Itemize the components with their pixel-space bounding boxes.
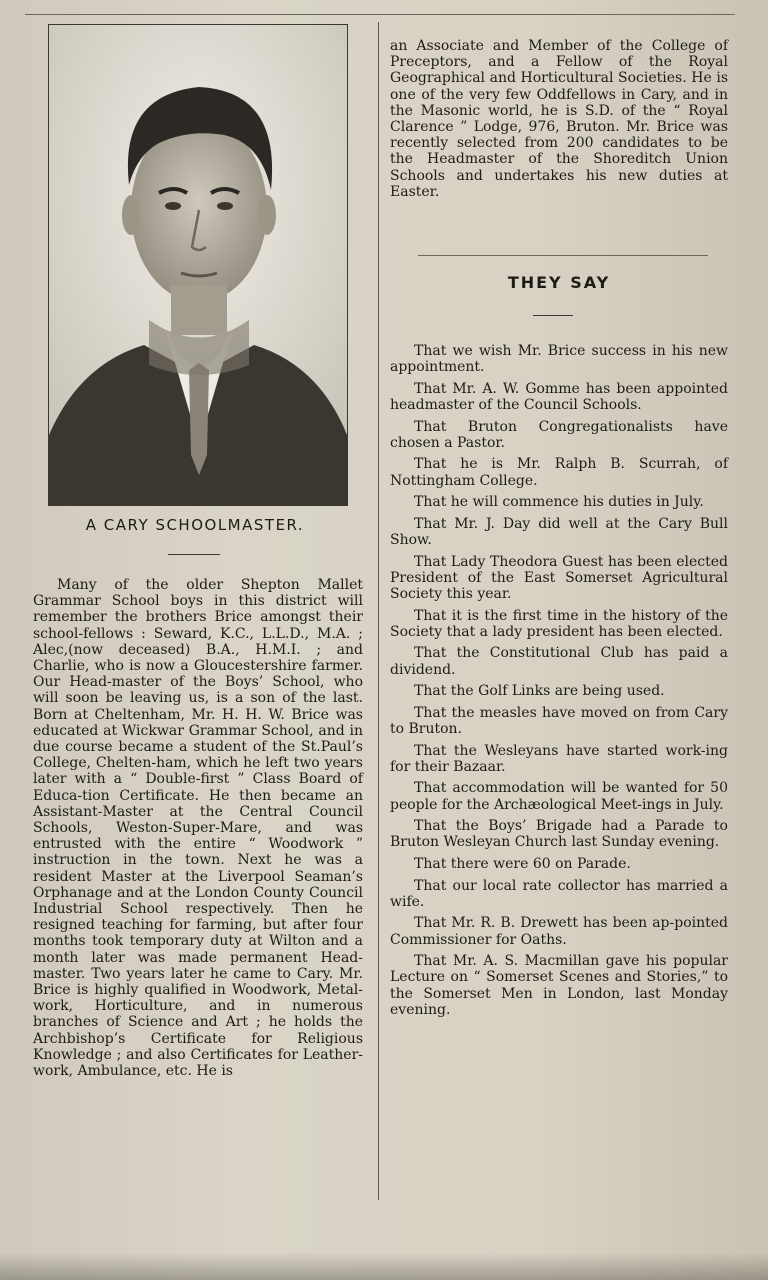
left-column [33, 577, 363, 1079]
saying-item: That he is Mr. Ralph B. Scurrah, of Nottingham College. [390, 456, 728, 489]
continuation-paragraph: an Associate and Member of the College of Preceptors, and a Fellow of the Royal Geographical and Horticultural Societies. He is one of the very few Oddfellows in Cary, and in the Masonic world, he is S.D. of the “ Royal Clarence ” Lodge, 976, Bruton. Mr. Brice was recently selected from 200 candidates to be the Headmaster of the Shoreditch Union Schools and undertakes his new duties at Easter. [390, 38, 728, 200]
saying-item: That Mr. R. B. Drewett has been ap-pointed Commissioner for Oaths. [390, 915, 728, 948]
they-say-heading: THEY SAY [507, 273, 611, 292]
saying-item: That the Wesleyans have started work-ing for their Bazaar. [390, 742, 728, 775]
top-rule [25, 14, 735, 15]
article-paragraph: Many of the older Shepton Mallet Grammar School boys in this district will remember the brothers Brice amongst their school-fellows : Seward, K.C., L.L.D., M.A. ; Alec,(now deceased) B.A., H.M.I. ; and Charlie, who is now a Gloucestershire farmer. Our Head-master of the Boys’ School, who will soon be leaving us, is a son of the last. Born at Cheltenham, Mr. H. H. W. Brice was educated at Wickwar Grammar School, and in due course became a student of the St.Paul’s College, Chelten-ham, which he left two years later with a “ Double-first ” Class Board of Educa-tion Certificate. He then became an Assistant-Master at the Central Council Schools, Weston-Super-Mare, and was entrusted with the entire “ Woodwork ” instruction in the town. Next he was a resident Master at the Liverpool Seaman’s Orphanage and at the London County Council Industrial School respectively. Then he resigned teaching for farming, but after four months took temporary duty at Wilton and a month later was made permanent Head-master. Two years later he came to Cary. Mr. Brice is highly qualified in Woodwork, Metal-work, Horticulture, and in numerous branches of Science and Art ; he holds the Archbishop’s Certificate for Religious Knowledge ; and also Certificates for Leather-work, Ambulance, etc. He is [33, 577, 363, 1080]
heading-rule [533, 315, 573, 316]
saying-item: That the Golf Links are being used. [414, 683, 665, 700]
page-edge-shadow [0, 1252, 768, 1280]
saying-item: That the Constitutional Club has paid a dividend. [390, 645, 728, 678]
saying-item: That Bruton Congregationalists have chosen a Pastor. [390, 418, 728, 451]
saying-item: That the Boys’ Brigade had a Parade to Bruton Wesleyan Church last Sunday evening. [390, 818, 728, 851]
saying-item: That accommodation will be wanted for 50 people for the Archæological Meet-ings in July. [390, 780, 728, 813]
caption-rule [168, 554, 220, 555]
photo-caption: A CARY SCHOOLMASTER. [85, 516, 305, 534]
saying-item: That it is the first time in the history of the Society that a lady president has been elected. [390, 607, 728, 640]
saying-item: That the measles have moved on from Cary to Bruton. [390, 704, 728, 737]
saying-item: That Mr. A. S. Macmillan gave his popular Lecture on “ Somerset Scenes and Stories,” to the Somerset Men in London, last Monday evening. [390, 953, 728, 1018]
saying-item: That our local rate collector has married a wife. [390, 877, 728, 910]
they-say-list [390, 343, 728, 1023]
right-column-continuation [390, 38, 728, 200]
column-divider [378, 22, 379, 1200]
saying-item: That there were 60 on Parade. [414, 855, 631, 872]
section-rule [418, 255, 708, 256]
schoolmaster-portrait-icon [49, 25, 347, 505]
saying-item: That Mr. A. W. Gomme has been appointed headmaster of the Council Schools. [390, 380, 728, 413]
saying-item: That Lady Theodora Guest has been elected President of the East Somerset Agricultural Society this year. [390, 553, 728, 602]
portrait-photo [48, 24, 348, 506]
saying-item: That we wish Mr. Brice success in his new appointment. [390, 343, 728, 376]
saying-item: That he will commence his duties in July. [414, 494, 704, 511]
saying-item: That Mr. J. Day did well at the Cary Bull Show. [390, 515, 728, 548]
